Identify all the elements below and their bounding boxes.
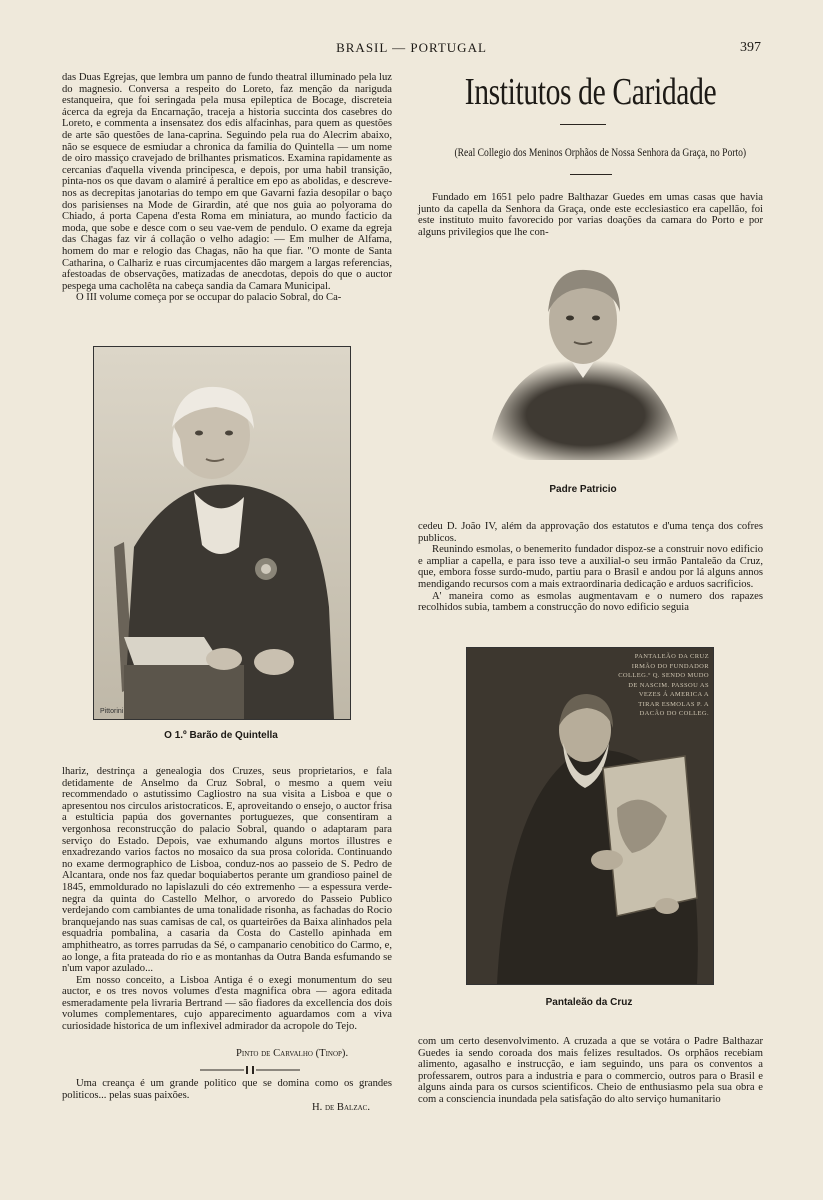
- padre-portrait-drawing: [478, 260, 688, 470]
- baron-quintella-portrait: [93, 346, 351, 720]
- inscription-line: DACÃO DO COLLEG.: [639, 710, 709, 717]
- pantaleao-caption: Pantaleão da Cruz: [545, 997, 633, 1008]
- maxim: Uma creança é um grande politico que se domina como os grandes politicos... pelas suas paixões.: [62, 1078, 392, 1101]
- page-number: 397: [740, 40, 761, 55]
- left-closing-paragraph: Em nosso conceito, a Lisboa Antiga é o exegi monumentum do seu auctor, e os tres novos volumes d'esta magnifica obra — agora editada esmeradamente pela livraria Bertrand — são fiadores da excellencia dos dois volumes complementares, cujo apparecimento aguardamos com a viva curiosidade historica de um inflexivel admirador da acropole do Tejo.: [62, 974, 392, 1033]
- painting-inscription: [617, 652, 709, 719]
- baron-portrait-drawing: [94, 347, 350, 719]
- inscription-line: COLLEG.º Q. SENDO MUDO: [618, 672, 709, 679]
- right-intro-text: [418, 192, 763, 238]
- inscription-line: TIRAR ESMOLAS P. A: [638, 700, 709, 708]
- padre-portrait-caption: Padre Patricio: [549, 484, 617, 495]
- right-intro-paragraph: Fundado em 1651 pelo padre Balthazar Guedes em umas casas que havia junto da capella da Senhora da Graça, onde este ecclesiastico era capellão, foi este instituto muito favorecido por varias doações da camara do Porto e por alguns privilegios que lhe con-: [418, 192, 763, 238]
- subtitle-rule: [570, 174, 612, 175]
- inscription-line: VEZES Á AMERICA A: [638, 691, 709, 698]
- inscription-line: IRMÃO DO FUNDADOR: [631, 662, 709, 670]
- right-bottom-paragraph: com um certo desenvolvimento. A cruzada a que se votára o Padre Balthazar Guedes ia sendo coroada dos mais felizes resultados. Os orphãos recebiam alimento, agasalho e instrucção, e iam seguindo, uns para os conventos a professarem, outros para a industria e para o commercio, outros para o Brasil e alguns ainda para os cursos scientificos. Cheio de enthusiasmo pela sua obra e com a consciencia inundada pela satisfação do alto serviço humanitario: [418, 1036, 763, 1105]
- right-middle-p2: Reunindo esmolas, o benemerito fundador dispoz-se a construir novo edificio e ampliar a capella, e para isso teve a auxilial-o seu irmão Pantaleão da Cruz, que, embora fosse surdo-mudo, partiu para o Brasil e andou por lá alguns annos mendigando recursos com a mais extraordinaria dedicação e arduos sacrificios.: [418, 544, 763, 590]
- right-middle-p3: A' maneira como as esmolas augmentavam e o numero dos rapazes recolhidos subia, tambem a construcção do novo edificio seguia: [418, 590, 763, 614]
- left-top-paragraph-last: O III volume começa por se occupar do palacio Sobral, do Ca-: [76, 292, 342, 304]
- maxim-author: H. de Balzac.: [312, 1102, 370, 1113]
- left-top-paragraph: das Duas Egrejas, que lembra um panno de fundo theatral illuminado pela luz do magnesio. Conversa a respeito do Loreto, faz menção da nariguda estanqueira, que foi seringada pela musa epileptica de Bocage, discreteia ácerca da egreja da Encarnação, traceja a historia succinta dos casebres do Loreto, e commenta a insensatez dos edis alfacinhas, para quem as questões de arte são questões de lana-caprina. Seguindo pela rua do Alecrim abaixo, não se esquece de esmiudar a chronica da familia do Quintella — um nome de oiro massiço cravejado de brilhantes prismaticos. Examina rapidamente as cercanias d'aquella vivenda principesca, e depois, por uma habil transição, pinta-nos os que davam o alamiré á peraltice em epo as abolidas, e descreve-nos as decrepitas janotarias do tempo em que Gavarni fazia desopilar o baço dos parisienses na Mode de Girardin, até que nos guia ao polyorama do Chiado, á porta Capena d'esta Roma em miniatura, ao mundo facticio da moda, que sobe e desce com o seu vae-vem de pendulo. O exame da egreja das Chagas faz vir á collação o velho adagio: — Em mulher de Alfama, homem do mar e relogio das Chagas, não ha que fiar. "O monte de Santa Catharina, o Calhariz e ruas circumjacentes dão margem a largas referencias, afestoadas de observações, matizadas de anecdotas, depois do que o auctor pespega uma cacholêta na cabeça sandia da Camara Municipal.: [62, 72, 392, 292]
- divider-ornament: [200, 1066, 300, 1074]
- left-bottom-paragraph: lhariz, destrinça a genealogia dos Cruzes, seus proprietarios, e fala detidamente de Anselmo da Cruz Sobral, o mesmo a quem veiu recommendado o astutissimo Cagliostro na sua visita a Lisboa e que o apresentou nos circulos aristocraticos. E, aproveitando o ensejo, o auctor frisa a estulticia papúa dos governantes portuguezes, que consentiram a vergonhosa reconstrucção do palacio Sobral, quando o adaptaram para serviço do Estado. Depois, vae exhumando alguns mortos illustres e enxadrezando varios factos no mosaico da sua prosa colorida. Continuando no exame dermographico de Lisboa, conduz-nos ao passeio de S. Pedro de Alcantara, onde nos faz quedar boquiabertos perante um grandioso painel de 1845, emmoldurado no lapislazuli do céo extremenho — a espessura verde-negra da quinta do Castello Melhor, o arvoredo do Passeio Publico verdejando com cambiantes de uma tonalidade risonha, as fachadas do Rocio branquejando nas suas camisas de cal, os quarteirões da Baixa alinhados pela esquadria pombalina, a casaria da Costa do Castello apinhada em amphitheatro, as torres parrudas da Sé, o campanario cenobitico do Carmo, e, ao longe, a fita prateada do rio e as montanhas da Outra Banda esfumando se n'um vapor azulado...: [62, 766, 392, 975]
- section-title: Institutos de Caridade: [464, 71, 717, 113]
- section-subtitle: [418, 145, 763, 160]
- inscription-line: PANTALEÃO DA CRUZ: [634, 653, 709, 660]
- left-top-text: [62, 72, 392, 304]
- right-middle-p1: cedeu D. João IV, além da approvação dos estatutos e d'uma tença dos cofres publicos.: [418, 521, 763, 544]
- maxim-text: [62, 1078, 392, 1101]
- inscription-line: DE NASCIM. PASSOU AS: [628, 681, 709, 689]
- baron-portrait-caption: O 1.º Barão de Quintella: [164, 730, 278, 741]
- padre-patricio-portrait: [478, 260, 688, 470]
- title-rule: [560, 124, 606, 125]
- running-head: BRASIL — PORTUGAL: [336, 40, 487, 55]
- artist-mark: Pittorini: [100, 708, 124, 715]
- right-middle-text: [418, 521, 763, 614]
- right-bottom-text: [418, 1036, 763, 1106]
- pantaleao-painting: [466, 647, 714, 985]
- subtitle-text: (Real Collegio dos Meninos Orphãos de Nossa Senhora da Graça, no Porto): [454, 145, 747, 159]
- left-bottom-text: [62, 766, 392, 1033]
- article-signature: Pinto de Carvalho (Tinop).: [236, 1048, 349, 1059]
